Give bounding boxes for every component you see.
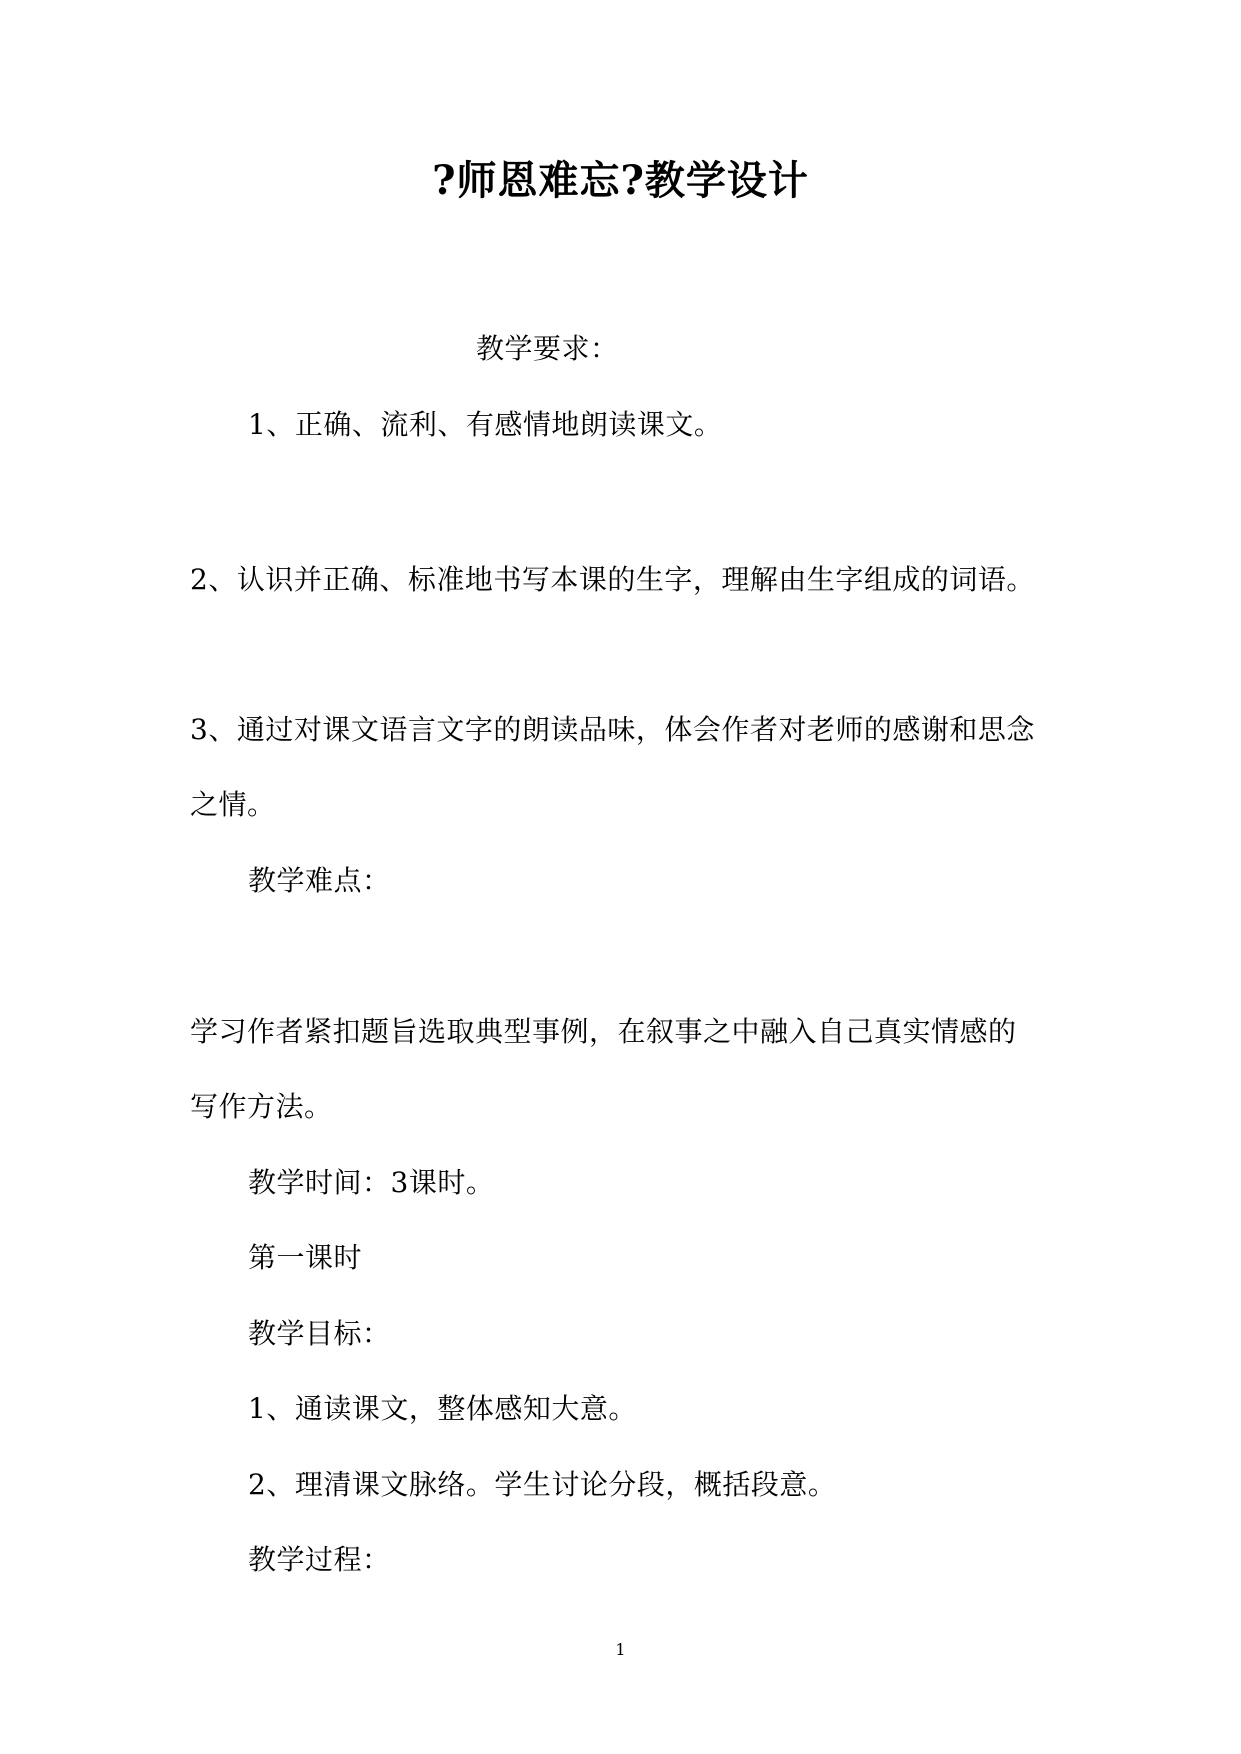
requirement-item-1: 1、正确、流利、有感情地朗读课文。 <box>248 408 723 441</box>
objective-item-2: 2、理清课文脉络。学生讨论分段，概括段意。 <box>248 1468 837 1501</box>
difficulty-text-continued: 写作方法。 <box>190 1090 333 1123</box>
difficulty-text: 学习作者紧扣题旨选取典型事例，在叙事之中融入自己真实情感的 <box>190 1015 1017 1048</box>
section-heading-objectives: 教学目标： <box>248 1317 391 1350</box>
page-number: 1 <box>615 1640 626 1659</box>
document-title: ?师恩难忘?教学设计 <box>432 157 809 204</box>
first-lesson-heading: 第一课时 <box>248 1241 363 1274</box>
teaching-time: 教学时间：3课时。 <box>248 1166 495 1199</box>
requirement-item-3: 3、通过对课文语言文字的朗读品味，体会作者对老师的感谢和思念 <box>190 713 1035 746</box>
requirement-item-3-continued: 之情。 <box>190 788 276 821</box>
objective-item-1: 1、通读课文，整体感知大意。 <box>248 1392 637 1425</box>
section-heading-process: 教学过程： <box>248 1543 391 1576</box>
section-heading-requirements: 教学要求： <box>476 332 619 365</box>
requirement-item-2: 2、认识并正确、标准地书写本课的生字，理解由生字组成的词语。 <box>190 563 1035 596</box>
section-heading-difficulty: 教学难点： <box>248 864 391 897</box>
